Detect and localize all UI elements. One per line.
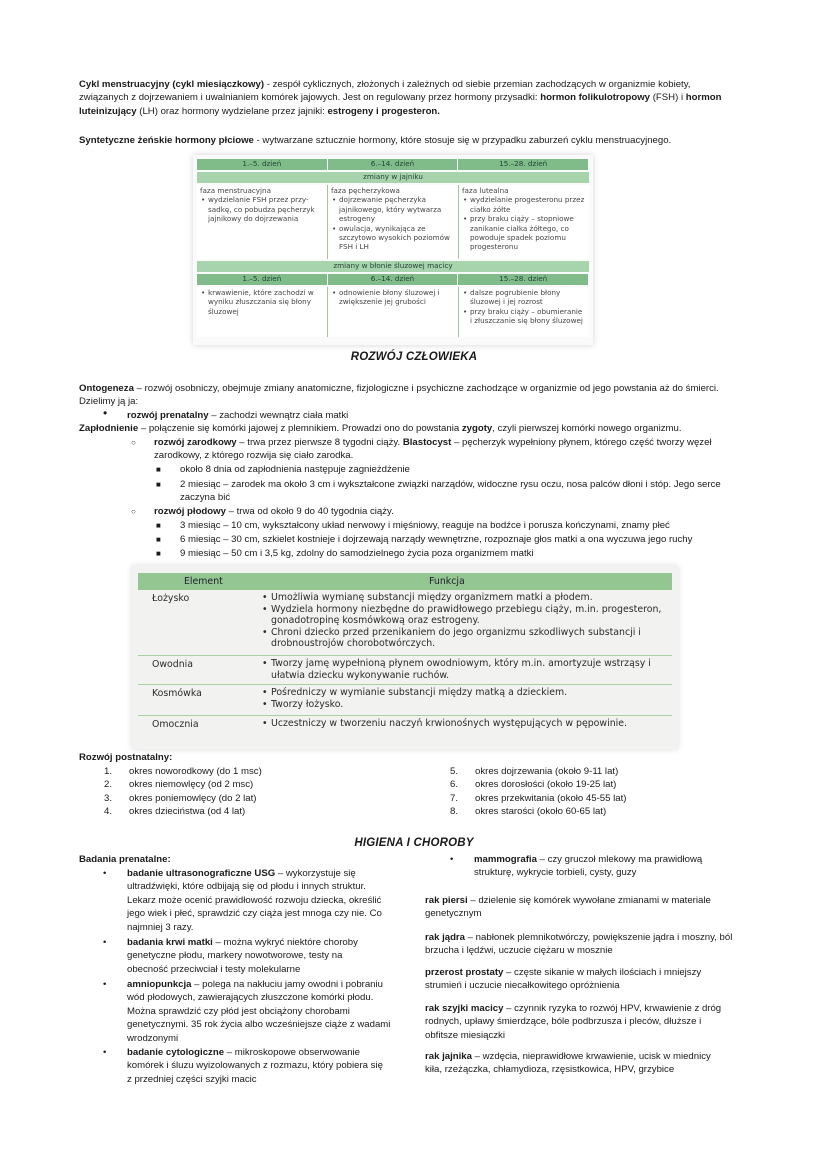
ovary-row <box>197 185 589 259</box>
text: genetyczne płodu, markery nowotworowe, testy na <box>127 950 343 962</box>
text: komórek i śluzu wyizolowanych z rozmazu, który pobiera się <box>127 1060 383 1072</box>
text: strukturę, wykrycie torbieli, cysty, guzy <box>474 867 637 879</box>
text: – trwa przez pierwsze 8 tygodni ciąży. <box>236 437 403 448</box>
text: strumień i uczucie niecałkowitego opróżnienia <box>425 980 620 992</box>
list-item: • wydzielanie progesteronu przez ciałko żółte <box>470 195 586 214</box>
header-cell: 15.–28. dzień <box>458 274 589 285</box>
uterus-cell <box>328 287 459 337</box>
cycle-table-header <box>197 159 589 170</box>
item-text: okres poniemowlęcy (do 2 lat) <box>129 792 257 804</box>
text: - zespół cyklicznych, złożonych i zależnych od siebie przemian zachodzących w organizmie kobiety, <box>264 79 691 90</box>
text: – polega na nakłuciu jamy owodni i pobraniu <box>191 979 383 990</box>
element-name: Łożysko <box>152 593 190 604</box>
item-number: 8. <box>450 806 459 818</box>
uterus-cell <box>459 287 589 337</box>
text: obecność przeciwciał i testy molekularne <box>127 963 301 975</box>
ontogeny-paragraph <box>79 382 779 409</box>
term-embryo: rozwój zarodkowy <box>154 437 237 448</box>
bullet-icon: • <box>103 937 107 948</box>
list-item: • przy braku ciąży – stopniowe zanikanie ciałka żółtego, co powoduje spadek poziomu progesteronu <box>470 214 586 252</box>
term: rak jądra <box>425 932 466 943</box>
postnatal-list-right <box>450 765 750 819</box>
term: amniopunkcja <box>127 979 192 990</box>
list-item: • wydzielanie FSH przez przy-sadkę, co pobudza pęcherzyk jajnikowy do dojrzewania <box>208 195 324 223</box>
text: obfitsze miesiączki <box>425 1029 505 1041</box>
header-cell: 1.–5. dzień <box>197 159 328 170</box>
disease-item <box>425 966 765 993</box>
text: związanych z dojrzewaniem i uwalnianiem komórek jajowych. Jest on regulowany przez hormony przysadki: <box>79 92 541 104</box>
term-fertilization: Zapłodnienie <box>79 423 139 434</box>
table-row <box>138 590 672 654</box>
square-bullet-icon: ■ <box>156 480 161 489</box>
list-item: • Chroni dziecko przed przenikaniem do jego organizmu szkodliwych substancji i drobnoustrojów chorobotwórczych. <box>271 627 668 650</box>
list-item: • Wydziela hormony niezbędne do prawidłowego przebiegu ciąży, m.in. progesteron, gonadotropinę kosmówkową oraz estrogeny. <box>271 604 668 627</box>
term-cycle: Cykl menstruacyjny (cykl miesiączkowy) <box>79 79 265 90</box>
disease-item <box>425 894 765 921</box>
text: – trwa od około 9 do 40 tygodnia ciąży. <box>225 506 394 517</box>
ovary-cell <box>459 185 589 259</box>
phase-title: faza pęcherzykowa <box>331 186 400 195</box>
list-item: • odnowienie błony śluzowej i zwiększenie jej grubości <box>339 288 455 307</box>
text: (FSH) i <box>650 92 686 104</box>
item-text: okres dzieciństwa (od 4 lat) <box>129 806 246 818</box>
text: wód płodowych, zawierających złuszczone komórki płodu. <box>127 992 374 1004</box>
test-item <box>127 936 407 976</box>
text: – połączenie się komórki jajowej z plemnikiem. Prowadzi ono do powstania <box>138 423 462 434</box>
cycle-table <box>193 155 593 345</box>
header-cell: Element <box>184 576 223 587</box>
text: – rozwój osobniczy, obejmuje zmiany anatomiczne, fizjologiczne i psychiczne zachodzące w organizmie od jego powstania aż do śmierci. <box>133 383 719 394</box>
term-fsh: hormon folikulotropowy <box>540 92 651 104</box>
text: kiła, rzeżączka, chłamydioza, rzęsistkowica, HPV, grzybice <box>425 1064 675 1076</box>
text: – nabłonek plemnikotwórczy, powiększenie jądra i moszny, ból <box>465 932 733 943</box>
header-cell: Funkcja <box>429 576 465 587</box>
embryo-point: około 8 dnia od zapłodnienia następuje zagnieżdżenie <box>180 464 410 475</box>
text: Lekarz może ocenić prawidłowość rozwoju dziecka, określić <box>127 894 382 906</box>
text: - wytwarzane sztucznie hormony, które stosuje się w przypadku zaburzeń cyklu menstruacyjnego. <box>253 135 672 146</box>
disease-item <box>425 1002 765 1042</box>
list-item: • przy braku ciąży – obumieranie i złuszczanie się błony śluzowej <box>470 307 586 326</box>
disease-item <box>425 931 765 958</box>
text: – można wykryć niektóre choroby <box>212 937 358 948</box>
ovary-cell <box>197 185 328 259</box>
term: badanie ultrasonograficzne USG <box>127 868 276 879</box>
text: wrodzonymi <box>127 1032 179 1044</box>
postnatal-list-left <box>104 765 404 819</box>
item-number: 7. <box>450 792 459 804</box>
circle-bullet-icon: ○ <box>131 438 136 447</box>
section-title-hygiene: HIGIENA I CHOROBY <box>354 837 474 849</box>
element-name: Owodnia <box>152 659 194 670</box>
list-item: • dalsze pogrubienie błony śluzowej i jej rozrost <box>470 288 586 307</box>
list-item <box>104 805 404 818</box>
header-cell: 1.–5. dzień <box>197 274 328 285</box>
text: genetycznymi. 35 rok życia albo wcześniejsze ciąże z wadami <box>127 1019 391 1031</box>
item-number: 5. <box>450 766 459 777</box>
mammography-item <box>474 853 754 880</box>
text: (LH) oraz hormony wydzielane przez jajniki: <box>136 105 328 117</box>
term: przerost prostaty <box>425 967 504 978</box>
organ-table-header <box>138 573 672 590</box>
item-number: 4. <box>104 806 113 818</box>
item-text: okres dorosłości (około 19-25 lat) <box>475 779 617 791</box>
text: – pęcherzyk wypełniony płynem, którego część tworzy węzeł <box>451 437 712 448</box>
text: ultradźwięki, które odbijają się od płodu i innych struktur. <box>127 881 366 893</box>
term-ovary-hormones: estrogeny i progesteron. <box>327 105 440 117</box>
list-item <box>450 805 750 818</box>
bullet-icon: • <box>103 1047 107 1058</box>
term-zygote: zygoty <box>461 423 493 434</box>
text: , czyli pierwszej komórki nowego organizmu. <box>492 423 682 434</box>
table-row <box>138 655 672 684</box>
text: – mikroskopowe obserwowanie <box>224 1047 361 1058</box>
text: najmniej 3 razy. <box>127 921 194 933</box>
disease-item <box>425 1050 765 1077</box>
list-item: • dojrzewanie pęcherzyka jajnikowego, który wytwarza estrogeny <box>339 195 455 223</box>
header-cell: 15.–28. dzień <box>458 159 589 170</box>
text: jego wiek i płeć, sprawdzić czy ciąża jest mnoga czy nie. Co <box>127 908 382 920</box>
organ-table <box>132 566 678 749</box>
text: z przedniej części szyjki macic <box>127 1073 257 1085</box>
bullet-icon: • <box>103 868 107 879</box>
text: – dzielenie się komórek wywołane zmianami w materiale <box>467 895 711 906</box>
text: – częste sikanie w małych ilościach i mniejszy <box>503 967 702 978</box>
embryo-point: zaczyna bić <box>180 492 231 503</box>
phase-title: faza menstruacyjna <box>200 186 272 195</box>
item-text: okres starości (około 60-65 lat) <box>475 806 607 818</box>
term-lh: hormon <box>685 92 722 104</box>
term-blastocyst: Blastocyst <box>402 437 452 448</box>
item-text: okres dojrzewania (około 9-11 lat) <box>475 766 619 777</box>
ovary-cell <box>328 185 459 259</box>
term-prenatal: rozwój prenatalny <box>127 410 209 421</box>
embryo-point: 2 miesiąc – zarodek ma około 3 cm i wykształcone związki narządów, widoczne rysu oczu, nosa palców dłoni i stóp. Jego serce <box>180 479 721 490</box>
text: Dzielimy ją ja: <box>79 396 139 408</box>
text: – wzdęcia, nieprawidłowe krwawienie, ucisk w miednicy <box>471 1051 711 1062</box>
item-number: 3. <box>104 792 113 804</box>
bullet-icon: • <box>450 854 454 865</box>
phase-title: faza lutealna <box>462 186 509 195</box>
square-bullet-icon: ■ <box>156 465 161 474</box>
item-number: 6. <box>450 779 459 791</box>
item-number: 2. <box>104 779 113 791</box>
text: genetycznym <box>425 908 482 920</box>
item-text: okres noworodkowy (do 1 msc) <box>129 766 262 777</box>
term-ontogeny: Ontogeneza <box>79 383 134 394</box>
postnatal-title: Rozwój postnatalny: <box>79 752 173 763</box>
term: mammografia <box>474 854 537 865</box>
text: – czynnik ryzyka to rozwój HPV, krwawienie z dróg <box>503 1003 722 1014</box>
band-ovary: zmiany w jajniku <box>197 172 589 183</box>
band-uterus: zmiany w błonie śluzowej macicy <box>197 261 589 272</box>
list-item: • owulacja, wynikająca ze szczytowo wysokich poziomów FSH i LH <box>339 224 455 252</box>
text: – zachodzi wewnątrz ciała matki <box>208 410 349 421</box>
fetal-point: 3 miesiąc – 10 cm, wykształcony układ nerwowy i mięśniowy, reaguje na bodźce i porusza kończynami, znamy płeć <box>180 520 670 531</box>
header-cell: 6.–14. dzień <box>328 274 459 285</box>
list-item: • krwawienie, które zachodzi w wyniku złuszczania się błony śluzowej <box>208 288 324 316</box>
text: – czy gruczoł mlekowy ma prawidłową <box>536 854 703 865</box>
uterus-cell <box>197 287 328 337</box>
test-item <box>127 867 407 934</box>
item-number: 1. <box>104 766 113 777</box>
text: zarodkowy, z którego rozwija się ciało zarodka. <box>154 450 354 462</box>
section-title-development: ROZWÓJ CZŁOWIEKA <box>350 351 478 363</box>
term: badania krwi matki <box>127 937 213 948</box>
text: Można sprawdzić czy płód jest obciążony chorobami <box>127 1005 350 1017</box>
list-item: • Uczestniczy w tworzeniu naczyń krwionośnych występujących w pępowinie. <box>271 718 668 730</box>
uterus-row <box>197 287 589 337</box>
item-text: okres przekwitania (około 45-55 lat) <box>475 792 627 804</box>
fertilization-line <box>79 422 779 435</box>
table-row <box>138 715 672 744</box>
term: rak piersi <box>425 895 468 906</box>
circle-bullet-icon: ○ <box>131 507 136 516</box>
term: rak jajnika <box>425 1051 472 1062</box>
list-item <box>450 792 750 805</box>
table-row <box>138 684 672 715</box>
item-text: okres niemowlęcy (od 2 msc) <box>129 779 254 791</box>
bullet-icon: • <box>103 979 107 990</box>
synthetic-paragraph <box>79 134 779 147</box>
text: brzucha i lędźwi, uczucie ciężaru w mosznie <box>425 945 613 957</box>
test-item <box>127 978 407 1045</box>
text: rodnych, upławy śmierdzące, bóle podbrzusza i pleców, dłuższe i <box>425 1016 702 1028</box>
fetal-point: 6 miesiąc – 30 cm, szkielet kostnieje i dojrzewają narządy wewnętrzne, rozpoznaje głos matki a ona wyczuwa jego ruchy <box>180 534 693 545</box>
list-item <box>104 778 404 791</box>
test-item <box>127 1046 407 1086</box>
list-item <box>104 792 404 805</box>
list-item: • Pośredniczy w wymianie substancji między matką a dzieckiem. <box>271 687 668 699</box>
term-fetal: rozwój płodowy <box>154 506 226 517</box>
square-bullet-icon: ■ <box>156 535 161 544</box>
term: rak szyjki macicy <box>425 1003 504 1014</box>
element-name: Kosmówka <box>152 688 202 699</box>
list-item: • Tworzy łożysko. <box>271 699 668 711</box>
element-name: Omocznia <box>152 719 199 730</box>
header-cell: 6.–14. dzień <box>328 159 459 170</box>
fetal-point: 9 miesiąc – 50 cm i 3,5 kg, zdolny do samodzielnego życia poza organizmem matki <box>180 548 534 559</box>
list-item <box>450 778 750 791</box>
text: – wykorzystuje się <box>275 868 356 879</box>
list-item <box>450 765 750 778</box>
prenatal-line <box>127 409 348 422</box>
list-item: • Tworzy jamę wypełnioną płynem owodniowym, który m.in. amortyzuje wstrząsy i ułatwia dziecku wykonywanie ruchów. <box>271 658 668 681</box>
bullet-icon: • <box>103 406 108 420</box>
prenatal-tests-title: Badania prenatalne: <box>79 854 171 865</box>
intro-paragraph <box>79 78 759 118</box>
cycle-table-header-2 <box>197 274 589 285</box>
embryo-paragraph <box>154 436 774 463</box>
term: badanie cytologiczne <box>127 1047 225 1058</box>
list-item: • Umożliwia wymianę substancji między organizmem matki a płodem. <box>271 592 668 604</box>
fetal-line <box>154 505 394 518</box>
term-synthetic: Syntetyczne żeńskie hormony płciowe <box>79 135 254 146</box>
square-bullet-icon: ■ <box>156 549 161 558</box>
term-lh-b: luteinizujący <box>79 105 137 117</box>
square-bullet-icon: ■ <box>156 521 161 530</box>
list-item <box>104 765 404 778</box>
